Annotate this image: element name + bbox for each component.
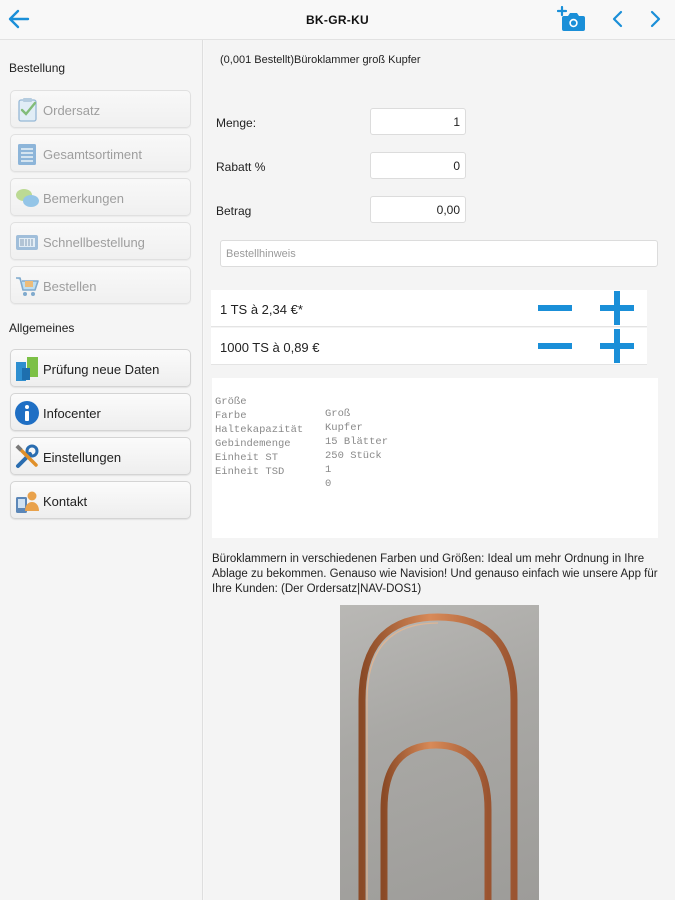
spec-value: 0 bbox=[325, 478, 332, 490]
sidebar-item-pruefung-neue-daten[interactable] bbox=[10, 349, 191, 387]
clipboard-check-icon bbox=[13, 96, 41, 124]
speech-bubbles-icon bbox=[13, 184, 41, 212]
section-label-allgemeines: Allgemeines bbox=[9, 321, 75, 335]
menge-label: Menge: bbox=[216, 116, 257, 130]
sidebar-item-infocenter[interactable] bbox=[10, 393, 191, 431]
tools-icon bbox=[13, 443, 41, 471]
top-bar bbox=[0, 0, 675, 40]
spec-value: Kupfer bbox=[325, 422, 363, 434]
spec-value: 250 Stück bbox=[325, 450, 382, 462]
betrag-label: Betrag bbox=[216, 204, 252, 218]
spec-value: Groß bbox=[325, 408, 351, 420]
section-label-bestellung: Bestellung bbox=[9, 61, 66, 75]
rabatt-input[interactable] bbox=[370, 152, 466, 179]
spec-key: Farbe bbox=[215, 410, 247, 422]
sidebar bbox=[0, 40, 203, 900]
spec-key: Größe bbox=[215, 396, 247, 408]
next-chevron-icon[interactable] bbox=[647, 9, 663, 29]
sidebar-item-kontakt[interactable] bbox=[10, 481, 191, 519]
price-text: 1 TS à 2,34 €* bbox=[220, 302, 303, 317]
spec-value: 1 bbox=[325, 464, 332, 476]
menge-input[interactable] bbox=[370, 108, 466, 135]
article-title: (0,001 Bestellt)Büroklammer groß Kupfer bbox=[220, 54, 421, 66]
sidebar-item-label: Kontakt bbox=[43, 494, 88, 509]
plus-icon[interactable] bbox=[599, 328, 635, 364]
price-text: 1000 TS à 0,89 € bbox=[220, 340, 320, 355]
article-detail bbox=[204, 40, 675, 900]
sidebar-item-label: Prüfung neue Daten bbox=[43, 362, 160, 377]
plus-icon[interactable] bbox=[599, 290, 635, 326]
page-title: BK-GR-KU bbox=[305, 13, 370, 27]
price-row bbox=[211, 328, 647, 365]
rabatt-label: Rabatt % bbox=[216, 160, 266, 174]
minus-icon[interactable] bbox=[537, 290, 573, 326]
sidebar-item-label: Bemerkungen bbox=[43, 191, 124, 206]
minus-icon[interactable] bbox=[537, 328, 573, 364]
sidebar-item-ordersatz[interactable] bbox=[10, 90, 191, 128]
sidebar-item-label: Einstellungen bbox=[43, 450, 122, 465]
sidebar-item-label: Schnellbestellung bbox=[43, 235, 145, 250]
scanner-icon bbox=[13, 228, 41, 256]
data-check-icon bbox=[13, 355, 41, 383]
betrag-input[interactable] bbox=[370, 196, 466, 223]
add-photo-camera-icon[interactable] bbox=[557, 6, 587, 34]
sidebar-item-label: Bestellen bbox=[43, 279, 97, 294]
sidebar-item-label: Ordersatz bbox=[43, 103, 101, 118]
price-row bbox=[211, 290, 647, 327]
previous-chevron-icon[interactable] bbox=[610, 9, 626, 29]
article-description: Büroklammern in verschiedenen Farben und Größen: Ideal um mehr Ordnung in Ihre Ablage zu bekommen. Genauso wie Navision! Und genauso einfach wie unsere App für Ihre Kunden: (Der Ordersatz|NAV-DOS1) bbox=[212, 553, 658, 595]
paperclip-image bbox=[340, 605, 539, 900]
sidebar-item-label: Gesamtsortiment bbox=[43, 147, 142, 162]
bestellhinweis-input[interactable] bbox=[220, 240, 658, 267]
contact-icon bbox=[13, 487, 41, 515]
sidebar-item-gesamtsortiment[interactable] bbox=[10, 134, 191, 172]
sidebar-item-bestellen[interactable] bbox=[10, 266, 191, 304]
product-photo bbox=[340, 605, 539, 900]
spec-key: Haltekapazität bbox=[215, 424, 304, 436]
spec-key: Gebindemenge bbox=[215, 438, 291, 450]
shopping-cart-icon bbox=[13, 272, 41, 300]
info-icon bbox=[13, 399, 41, 427]
sidebar-item-bemerkungen[interactable] bbox=[10, 178, 191, 216]
spec-key: Einheit ST bbox=[215, 452, 279, 464]
catalog-list-icon bbox=[13, 140, 41, 168]
spec-key: Einheit TSD bbox=[215, 466, 285, 478]
sidebar-item-label: Infocenter bbox=[43, 406, 101, 421]
sidebar-item-schnellbestellung[interactable] bbox=[10, 222, 191, 260]
spec-value: 15 Blätter bbox=[325, 436, 389, 448]
spec-table bbox=[212, 378, 658, 538]
sidebar-item-einstellungen[interactable] bbox=[10, 437, 191, 475]
